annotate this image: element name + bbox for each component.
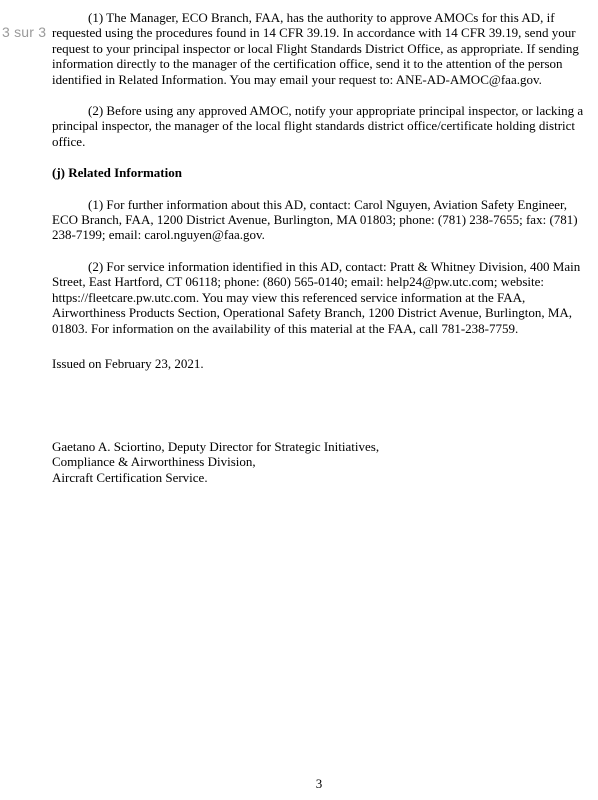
document-page bbox=[52, 10, 587, 371]
paragraph-amoc-approval: (1) The Manager, ECO Branch, FAA, has the authority to approve AMOCs for this AD, if requested using the procedures found in 14 CFR 39.19. In accordance with 14 CFR 39.19, send your request to your principal inspector or local Flight Standards District Office, as appropriate. If sending information directly to the manager of the certification office, send it to the attention of the person identified in Related Information. You may email your request to: ANE-AD-AMOC@faa.gov. bbox=[52, 10, 579, 87]
issued-date: Issued on February 23, 2021. bbox=[52, 355, 204, 371]
signature-line: Aircraft Certification Service. bbox=[52, 469, 208, 485]
section-heading-related-information: (j) Related Information bbox=[52, 165, 182, 181]
paragraph-contact-info: (1) For further information about this AD, contact: Carol Nguyen, Aviation Safety Engineer, ECO Branch, FAA, 1200 District Avenue, Burlington, MA 01803; phone: (781) 238-7655; fax: (781) 238-7199; email: carol.nguyen@faa.gov. bbox=[52, 196, 578, 243]
page-indicator: 3 sur 3 bbox=[2, 24, 47, 40]
signature-block bbox=[52, 439, 379, 485]
signature-line: Compliance & Airworthiness Division, bbox=[52, 454, 256, 470]
paragraph-amoc-notify: (2) Before using any approved AMOC, notify your appropriate principal inspector, or lacking a principal inspector, the manager of the local flight standards district office/certificate holding district office. bbox=[52, 103, 584, 149]
page-number: 3 bbox=[315, 776, 323, 791]
paragraph-service-info: (2) For service information identified in this AD, contact: Pratt & Whitney Division, 400 Main Street, East Hartford, CT 06118; phone: (860) 565-0140; email: help24@pw.utc.com; website: https://fleetcare.pw.utc.com. You may view this referenced service information at the FAA, Airworthiness Products Section, Operational Safety Branch, 1200 District Avenue, Burlington, MA, 01803. For information on the availability of this material at the FAA, call 781-238-7759. bbox=[52, 258, 581, 336]
signature-line: Gaetano A. Sciortino, Deputy Director for Strategic Initiatives, bbox=[52, 439, 380, 454]
